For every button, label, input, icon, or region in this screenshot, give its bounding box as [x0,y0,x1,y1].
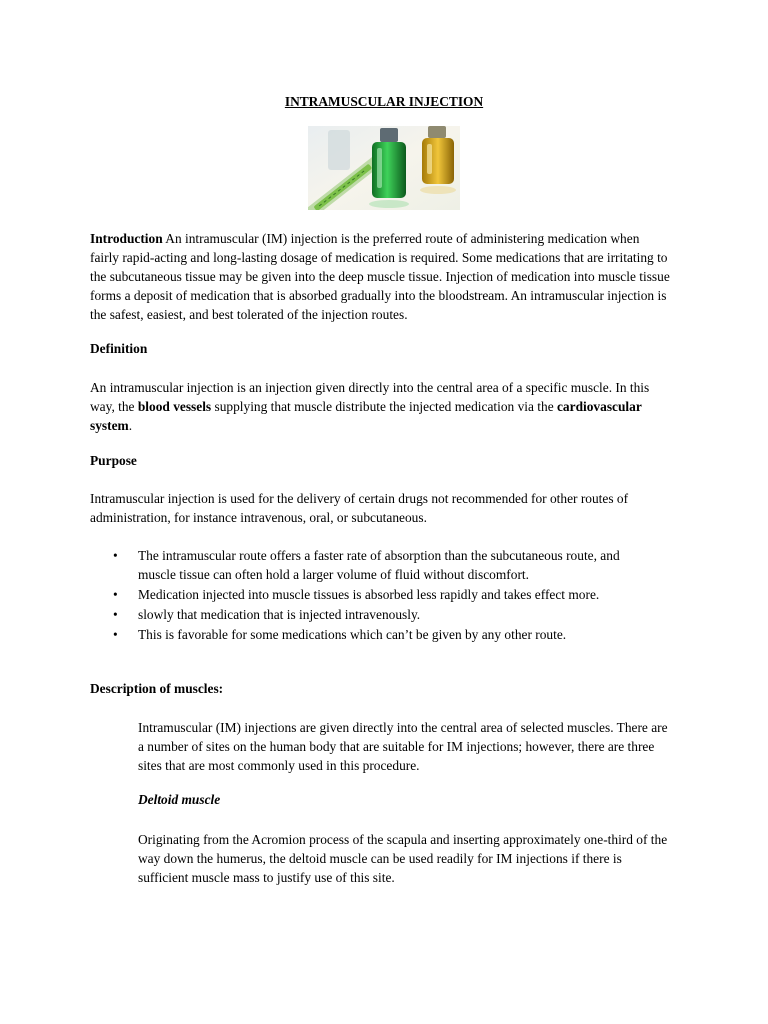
deltoid-heading: Deltoid muscle [138,792,221,807]
bullet-text: Medication injected into muscle tissues is absorbed less rapidly and takes effect more. [138,587,600,602]
list-item [90,585,652,604]
definition-text-2: supplying that muscle distribute the injected medication via the [211,399,557,414]
vials-image [308,126,460,210]
bullet-icon: • [113,548,118,563]
definition-heading: Definition [90,341,148,356]
definition-paragraph [90,378,670,435]
definition-text-1: An intramuscular injection is an injection given directly into the central area of a specific muscle. In this way, the [90,380,650,414]
bullet-text: This is favorable for some medications which can’t be given by any other route. [138,627,567,642]
list-item [90,605,652,624]
bullet-icon: • [113,587,118,602]
list-item [90,546,652,584]
definition-bold-cardiovascular: cardiovascular system [90,399,642,433]
list-item [90,625,652,644]
deltoid-paragraph: Originating from the Acromion process of the scapula and inserting approximately one-third of the way down the humerus, the deltoid muscle can be used readily for IM injections if there is sufficient muscle mass to justify use of this site. [138,832,668,885]
intro-text: An intramuscular (IM) injection is the preferred route of administering medication when fairly rapid-acting and long-lasting dosage of medication is required. Some medications that are irritating to the subcutaneous tissue may be given into the deep muscle tissue. Injection of medication into muscle tissue forms a deposit of medication that is absorbed gradually into the bloodstream. An intramuscular injection is the safest, easiest, and best tolerated of the injection routes. [90,231,670,322]
intro-paragraph [90,229,670,324]
purpose-bullet-list [90,546,652,644]
purpose-heading: Purpose [90,453,137,468]
intro-label: Introduction [90,231,163,246]
definition-bold-blood-vessels: blood vessels [137,399,212,414]
definition-text-3: . [128,418,133,433]
muscles-heading: Description of muscles: [90,681,224,696]
bullet-icon: • [113,607,118,622]
bullet-icon: • [113,627,118,642]
purpose-paragraph: Intramuscular injection is used for the delivery of certain drugs not recommended for other routes of administration, for instance intravenous, oral, or subcutaneous. [90,491,629,525]
muscles-paragraph: Intramuscular (IM) injections are given directly into the central area of selected muscles. There are a number of sites on the human body that are suitable for IM injections; however, there are three sites that are most commonly used in this procedure. [138,720,668,773]
vials-illustration [308,126,460,210]
document-title: INTRAMUSCULAR INJECTION [284,94,484,109]
bullet-text: The intramuscular route offers a faster rate of absorption than the subcutaneous route, and muscle tissue can often hold a larger volume of fluid without discomfort. [138,548,620,582]
bullet-text: slowly that medication that is injected intravenously. [138,607,421,622]
